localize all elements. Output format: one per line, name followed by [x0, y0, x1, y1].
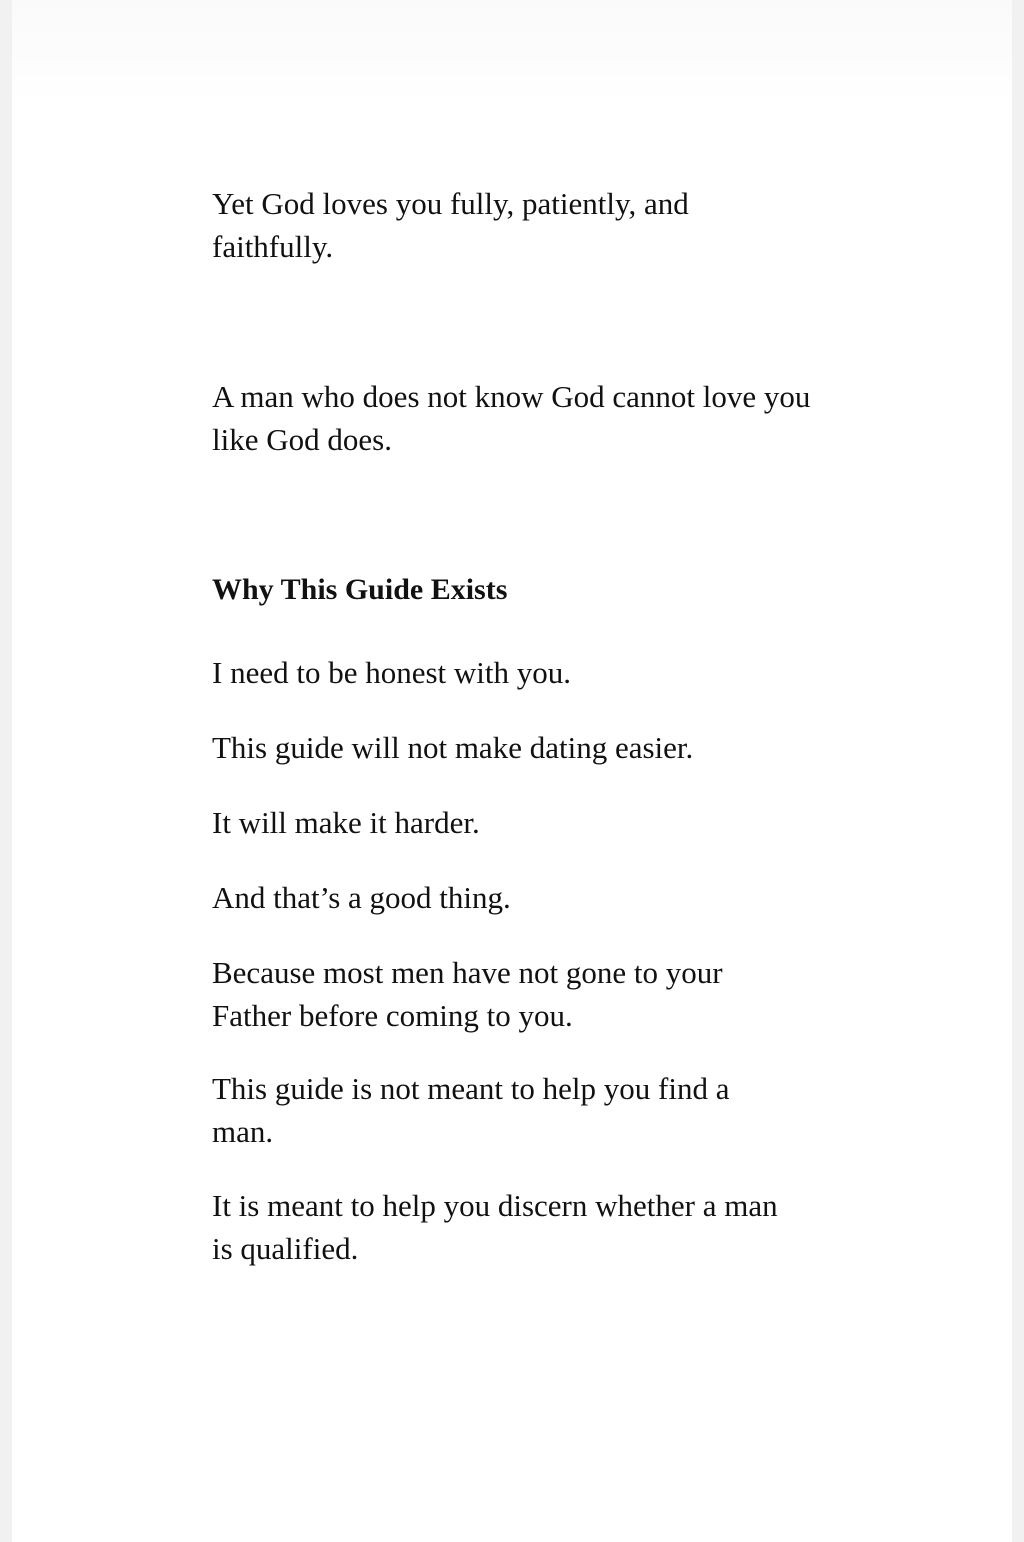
section-heading: Why This Guide Exists — [212, 573, 508, 606]
paragraph: It will make it harder. — [212, 805, 480, 840]
paragraph: This guide is not meant to help you find a man. — [212, 1071, 730, 1149]
paragraph: Because most men have not gone to your Father before coming to you. — [212, 955, 723, 1033]
paragraph: Yet God loves you fully, patiently, and faithfully. — [212, 186, 689, 264]
paragraph: And that’s a good thing. — [212, 880, 511, 915]
page-top-shadow — [12, 0, 1012, 100]
paragraph: A man who does not know God cannot love you like God does. — [212, 379, 811, 457]
paragraph: This guide will not make dating easier. — [212, 730, 694, 765]
paragraph: I need to be honest with you. — [212, 655, 572, 690]
document-page — [12, 0, 1012, 1542]
paragraph: It is meant to help you discern whether a man is qualified. — [212, 1188, 778, 1266]
